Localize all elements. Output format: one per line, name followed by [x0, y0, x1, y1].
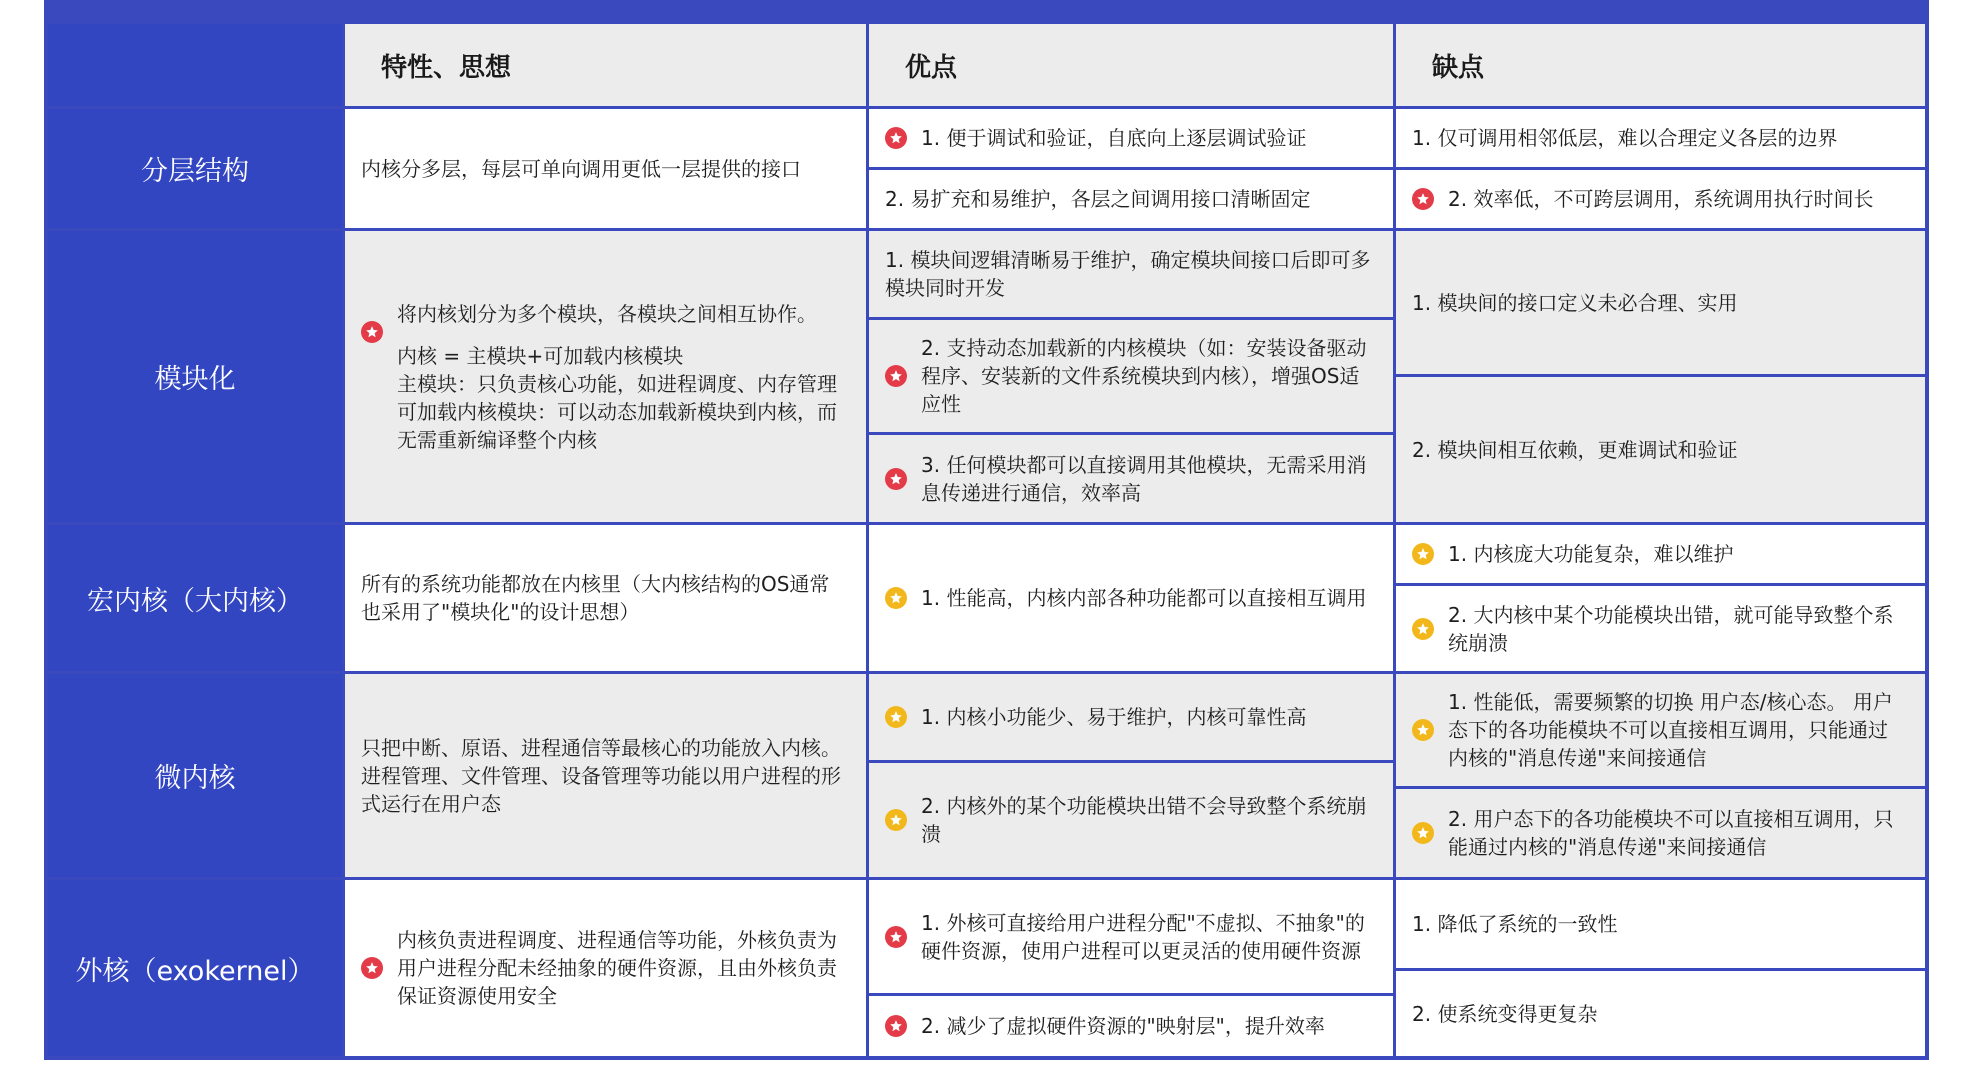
pro-item: 2. 易扩充和易维护，各层之间调用接口清晰固定	[869, 170, 1393, 228]
con-item: 1. 降低了系统的一致性	[1396, 880, 1925, 968]
star-badge-icon	[361, 321, 383, 343]
star-badge-icon	[1412, 719, 1434, 741]
con-item: 2. 使系统变得更复杂	[1396, 971, 1925, 1056]
pro-item: 2. 减少了虚拟硬件资源的"映射层"，提升效率	[869, 996, 1393, 1056]
star-badge-icon	[885, 1015, 907, 1037]
pro-item: 1. 性能高，内核内部各种功能都可以直接相互调用	[869, 525, 1393, 671]
star-badge-icon	[361, 957, 383, 979]
pro-item: 2. 内核外的某个功能模块出错不会导致整个系统崩溃	[869, 763, 1393, 877]
star-badge-icon	[885, 365, 907, 387]
pro-item: 1. 模块间逻辑清晰易于维护，确定模块间接口后即可多模块同时开发	[869, 231, 1393, 317]
star-badge-icon	[885, 706, 907, 728]
row-header-exokernel: 外核（exokernel）	[48, 880, 342, 1056]
pro-item: 1. 便于调试和验证，自底向上逐层调试验证	[869, 109, 1393, 167]
header-cons: 缺点	[1396, 24, 1925, 106]
star-badge-icon	[885, 127, 907, 149]
star-badge-icon	[885, 468, 907, 490]
star-badge-icon	[1412, 188, 1434, 210]
feature-monolithic: 所有的系统功能都放在内核里（大内核结构的OS通常也采用了"模块化"的设计思想）	[345, 525, 866, 671]
pro-item: 2. 支持动态加载新的内核模块（如：安装设备驱动程序、安装新的文件系统模块到内核），增强OS适应性	[869, 320, 1393, 432]
star-badge-icon	[1412, 822, 1434, 844]
feature-modular: 将内核划分为多个模块，各模块之间相互协作。 内核 = 主模块+可加载内核模块 主模块：只负责核心功能，如进程调度、内存管理 可加载内核模块：可以动态加载新模块到内核，而无需重新编译整个内核	[345, 231, 866, 522]
star-badge-icon	[885, 809, 907, 831]
star-badge-icon	[1412, 618, 1434, 640]
header-features: 特性、思想	[345, 24, 866, 106]
con-item: 2. 大内核中某个功能模块出错，就可能导致整个系统崩溃	[1396, 586, 1925, 671]
con-item: 1. 模块间的接口定义未必合理、实用	[1396, 231, 1925, 374]
row-header-monolithic: 宏内核（大内核）	[48, 525, 342, 671]
star-badge-icon	[885, 926, 907, 948]
pro-item: 3. 任何模块都可以直接调用其他模块，无需采用消息传递进行通信，效率高	[869, 435, 1393, 522]
con-item: 1. 内核庞大功能复杂，难以维护	[1396, 525, 1925, 583]
feature-exokernel: 内核负责进程调度、进程通信等功能，外核负责为用户进程分配未经抽象的硬件资源，且由外核负责保证资源使用安全	[345, 880, 866, 1056]
con-item: 1. 仅可调用相邻低层，难以合理定义各层的边界	[1396, 109, 1925, 167]
pro-item: 1. 内核小功能少、易于维护，内核可靠性高	[869, 674, 1393, 760]
row-header-layered: 分层结构	[48, 109, 342, 228]
pro-item: 1. 外核可直接给用户进程分配"不虚拟、不抽象"的硬件资源，使用户进程可以更灵活的使用硬件资源	[869, 880, 1393, 993]
table-corner	[48, 24, 342, 106]
row-header-modular: 模块化	[48, 231, 342, 522]
feature-layered: 内核分多层，每层可单向调用更低一层提供的接口	[345, 109, 866, 228]
con-item: 1. 性能低，需要频繁的切换 用户态/核心态。 用户态下的各功能模块不可以直接相互调用，只能通过内核的"消息传递"来间接通信	[1396, 674, 1925, 786]
con-item: 2. 效率低，不可跨层调用，系统调用执行时间长	[1396, 170, 1925, 228]
row-header-microkernel: 微内核	[48, 674, 342, 877]
con-item: 2. 模块间相互依赖，更难调试和验证	[1396, 377, 1925, 522]
star-badge-icon	[1412, 543, 1434, 565]
star-badge-icon	[885, 587, 907, 609]
con-item: 2. 用户态下的各功能模块不可以直接相互调用，只能通过内核的"消息传递"来间接通信	[1396, 789, 1925, 877]
header-pros: 优点	[869, 24, 1393, 106]
feature-microkernel: 只把中断、原语、进程通信等最核心的功能放入内核。进程管理、文件管理、设备管理等功能以用户进程的形式运行在用户态	[345, 674, 866, 877]
